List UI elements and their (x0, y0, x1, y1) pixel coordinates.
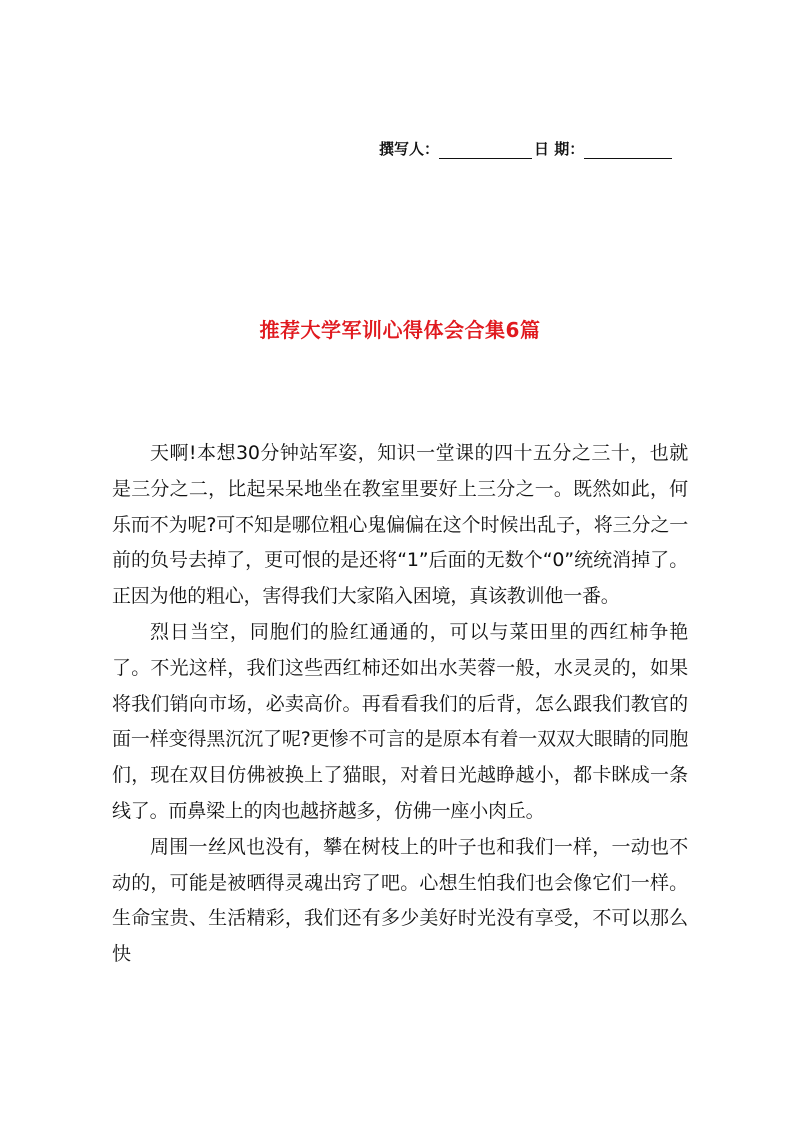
paragraph-3: 周围一丝风也没有，攀在树枝上的叶子也和我们一样，一动也不动的，可能是被晒得灵魂出窍了吧。心想生怕我们也会像它们一样。生命宝贵、生活精彩，我们还有多少美好时光没有享受，不可以那么快 (112, 835, 688, 966)
document-title: 推荐大学军训心得体会合集6篇 (259, 318, 541, 342)
paragraph-2: 烈日当空，同胞们的脸红通通的，可以与菜田里的西红柿争艳了。不光这样，我们这些西红柿还如出水芙蓉一般，水灵灵的，如果将我们销向市场，必卖高价。再看看我们的后背，怎么跟我们教官的面一样变得黑沉沉了呢?更惨不可言的是原本有着一双双大眼睛的同胞们，现在双目仿佛被换上了猫眼，对着日光越睁越小，都卡眯成一条线了。而鼻梁上的肉也越挤越多，仿佛一座小肉丘。 (112, 620, 688, 822)
paragraph-1: 天啊!本想30分钟站军姿，知识一堂课的四十五分之三十，也就是三分之二，比起呆呆地坐在教室里要好上三分之一。既然如此，何乐而不为呢?可不知是哪位粗心鬼偏偏在这个时候出乱子，将三分之一前的负号去掉了，更可恨的是还将“1”后面的无数个“0”统统消掉了。正因为他的粗心，害得我们大家陷入困境，真该教训他一番。 (112, 442, 688, 608)
author-blank (439, 142, 532, 159)
author-label: 撰写人： (379, 140, 440, 158)
document-body (112, 436, 688, 973)
date-label: 日 期： (534, 140, 585, 158)
date-blank (584, 142, 672, 159)
author-date-line (379, 138, 672, 159)
